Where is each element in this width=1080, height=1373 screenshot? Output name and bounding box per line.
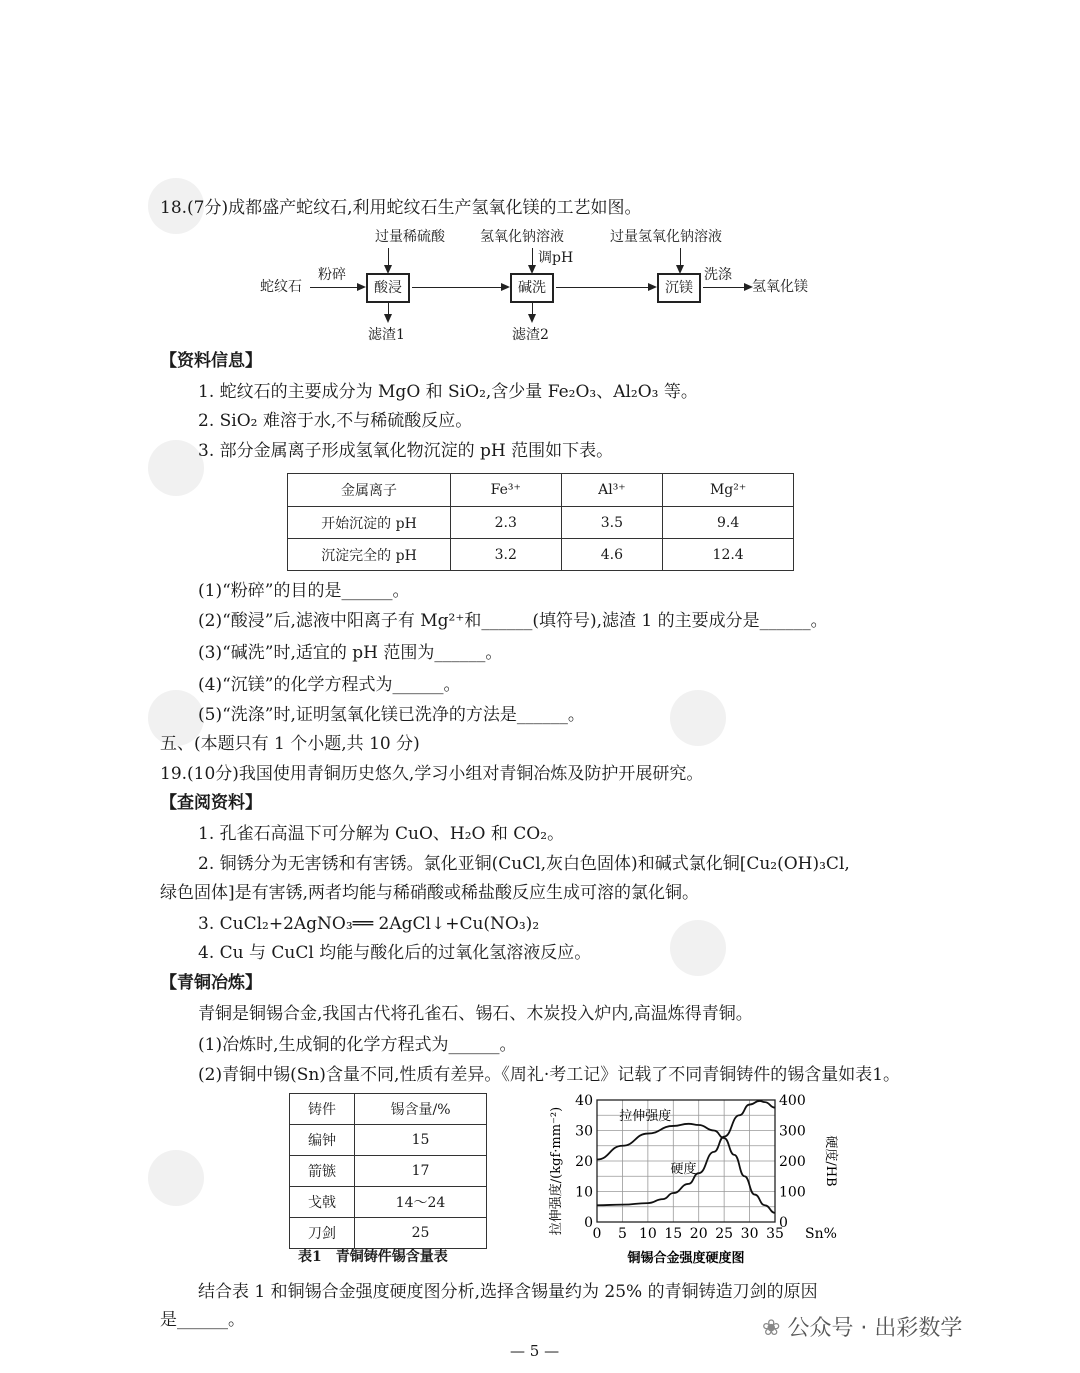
ref-item: 4. Cu 与 CuCl 均能与酸化后的过氧化氢溶液反应。 bbox=[198, 943, 592, 963]
table-cell: 戈戟 bbox=[290, 1187, 355, 1218]
account-watermark bbox=[762, 1318, 962, 1340]
wash-label: 洗涤 bbox=[704, 267, 732, 283]
y2-axis-label: 硬度/HB bbox=[823, 1135, 838, 1187]
table-cell: 25 bbox=[355, 1218, 487, 1249]
ph-range-table bbox=[287, 473, 794, 571]
header-cell: 锡含量/% bbox=[355, 1094, 487, 1125]
residue-1: 滤渣1 bbox=[368, 327, 405, 343]
table-cell: 箭镞 bbox=[290, 1156, 355, 1187]
y2-tick-label: 400 bbox=[779, 1093, 806, 1109]
table-cell: 3.5 bbox=[561, 507, 663, 539]
conclusion-text: 是______。 bbox=[160, 1310, 245, 1330]
question: (2)“酸浸”后,滤液中阳离子有 Mg²⁺和______(填符号),滤渣 1 的主要成分是______。 bbox=[198, 611, 828, 631]
step-alkali-wash: 碱洗 bbox=[510, 273, 554, 303]
y-tick-label: 0 bbox=[584, 1215, 593, 1231]
chart-title: 铜锡合金强度硬度图 bbox=[627, 1251, 745, 1266]
reagent-2: 氢氧化钠溶液 bbox=[480, 229, 564, 245]
conclusion-text: 结合表 1 和铜锡合金强度硬度图分析,选择含锡量约为 25% 的青铜铸造刀剑的原因 bbox=[198, 1282, 818, 1302]
header-cell: 金属离子 bbox=[288, 474, 451, 507]
question: (1)“粉碎”的目的是______。 bbox=[198, 581, 410, 601]
strength-hardness-chart bbox=[540, 1085, 840, 1270]
table-cell: 12.4 bbox=[663, 539, 794, 571]
table-cell: 14～24 bbox=[355, 1187, 487, 1218]
table-cell: 2.3 bbox=[451, 507, 562, 539]
step-acid-leach: 酸浸 bbox=[366, 273, 410, 303]
header-cell: Mg²⁺ bbox=[663, 474, 794, 507]
ref-item: 绿色固体]是有害锈,两者均能与稀硝酸或稀盐酸反应生成可溶的氯化铜。 bbox=[160, 883, 700, 903]
x-tick-label: 30 bbox=[740, 1226, 759, 1242]
q18-title: 18.(7分)成都盛产蛇纹石,利用蛇纹石生产氢氧化镁的工艺如图。 bbox=[160, 198, 642, 218]
tin-content-table bbox=[289, 1093, 487, 1249]
ref-item: 3. CuCl₂+2AgNO₃══ 2AgCl↓+Cu(NO₃)₂ bbox=[198, 914, 540, 934]
table-cell: 4.6 bbox=[561, 539, 663, 571]
table-cell: 9.4 bbox=[663, 507, 794, 539]
watermark-seal bbox=[148, 1150, 204, 1206]
info-item: 1. 蛇纹石的主要成分为 MgO 和 SiO₂,含少量 Fe₂O₃、Al₂O₃ 等。 bbox=[198, 382, 698, 402]
table-cell: 3.2 bbox=[451, 539, 562, 571]
x-axis-label: Sn% bbox=[805, 1226, 837, 1242]
header-cell: 铸件 bbox=[290, 1094, 355, 1125]
ref-item: 1. 孔雀石高温下可分解为 CuO、H₂O 和 CO₂。 bbox=[198, 824, 565, 844]
table-row bbox=[290, 1187, 487, 1218]
output-product: 氢氧化镁 bbox=[752, 279, 808, 295]
header-cell: Al³⁺ bbox=[561, 474, 663, 507]
y2-tick-label: 300 bbox=[779, 1123, 806, 1140]
table-row bbox=[288, 507, 794, 539]
watermark-seal bbox=[148, 440, 204, 496]
question: (3)“碱洗”时,适宜的 pH 范围为______。 bbox=[198, 643, 503, 663]
series-label: 拉伸强度 bbox=[619, 1108, 672, 1124]
y2-tick-label: 100 bbox=[779, 1184, 806, 1201]
info-item: 3. 部分金属离子形成氢氧化物沉淀的 pH 范围如下表。 bbox=[198, 441, 614, 461]
x-tick-label: 20 bbox=[689, 1226, 708, 1242]
table-caption: 表1 青铜铸件锡含量表 bbox=[298, 1249, 448, 1265]
input-serpentine: 蛇纹石 bbox=[260, 279, 302, 295]
question: (5)“洗涤”时,证明氢氧化镁已洗净的方法是______。 bbox=[198, 705, 585, 725]
question: (1)冶炼时,生成铜的化学方程式为______。 bbox=[198, 1035, 517, 1055]
smelt-text: 青铜是铜锡合金,我国古代将孔雀石、锡石、木炭投入炉内,高温炼得青铜。 bbox=[198, 1004, 753, 1024]
q19-title: 19.(10分)我国使用青铜历史悠久,学习小组对青铜冶炼及防护开展研究。 bbox=[160, 764, 704, 784]
ref-item: 2. 铜锈分为无害锈和有害锈。氯化亚铜(CuCl,灰白色固体)和碱式氯化铜[Cu₂(OH)₃Cl, bbox=[198, 854, 850, 874]
x-tick-label: 15 bbox=[664, 1226, 683, 1242]
table-cell: 17 bbox=[355, 1156, 487, 1187]
table-cell: 开始沉淀的 pH bbox=[288, 507, 451, 539]
reagent-1: 过量稀硫酸 bbox=[375, 229, 445, 245]
y-tick-label: 40 bbox=[575, 1093, 593, 1109]
x-tick-label: 25 bbox=[715, 1226, 734, 1242]
info-item: 2. SiO₂ 难溶于水,不与稀硫酸反应。 bbox=[198, 411, 473, 431]
table-row bbox=[290, 1125, 487, 1156]
table-cell: 15 bbox=[355, 1125, 487, 1156]
table-header-row bbox=[290, 1094, 487, 1125]
residue-2: 滤渣2 bbox=[512, 327, 549, 343]
adjust-ph-label: 调pH bbox=[538, 250, 574, 266]
step-mg-precip: 沉镁 bbox=[657, 273, 701, 303]
table-cell: 沉淀完全的 pH bbox=[288, 539, 451, 571]
page-number: — 5 — bbox=[510, 1342, 560, 1360]
section-heading: 五、(本题只有 1 个小题,共 10 分) bbox=[160, 734, 420, 754]
y-tick-label: 10 bbox=[575, 1184, 593, 1201]
question: (4)“沉镁”的化学方程式为______。 bbox=[198, 675, 461, 695]
table-cell: 刀剑 bbox=[290, 1218, 355, 1249]
ref-heading: 【查阅资料】 bbox=[160, 793, 262, 813]
y-tick-label: 30 bbox=[575, 1123, 593, 1140]
question: (2)青铜中锡(Sn)含量不同,性质有差异。《周礼·考工记》记载了不同青铜铸件的锡含量如表1。 bbox=[198, 1065, 901, 1085]
crush-label: 粉碎 bbox=[318, 267, 346, 283]
x-tick-label: 5 bbox=[617, 1226, 627, 1242]
account-name: 公众号 · 出彩数学 bbox=[787, 1316, 963, 1341]
watermark-seal bbox=[670, 920, 726, 976]
y-axis-label: 拉伸强度/(kgf·mm⁻²) bbox=[549, 1106, 564, 1236]
reagent-3: 过量氢氧化钠溶液 bbox=[610, 229, 722, 245]
table-row bbox=[288, 539, 794, 571]
smelt-heading: 【青铜冶炼】 bbox=[160, 973, 262, 993]
x-tick-label: 0 bbox=[592, 1226, 602, 1242]
table-row bbox=[290, 1218, 487, 1249]
table-header-row bbox=[288, 474, 794, 507]
info-heading: 【资料信息】 bbox=[160, 351, 262, 371]
table-row bbox=[290, 1156, 487, 1187]
table-cell: 编钟 bbox=[290, 1125, 355, 1156]
y2-tick-label: 0 bbox=[779, 1215, 788, 1231]
wechat-icon: ❀ bbox=[762, 1316, 788, 1341]
y2-tick-label: 200 bbox=[779, 1154, 806, 1170]
series-label: 硬度 bbox=[670, 1162, 697, 1178]
header-cell: Fe³⁺ bbox=[451, 474, 562, 507]
watermark-seal bbox=[670, 690, 726, 746]
y-tick-label: 20 bbox=[575, 1154, 593, 1170]
x-tick-label: 10 bbox=[638, 1226, 657, 1242]
x-tick-label: 35 bbox=[766, 1226, 784, 1242]
